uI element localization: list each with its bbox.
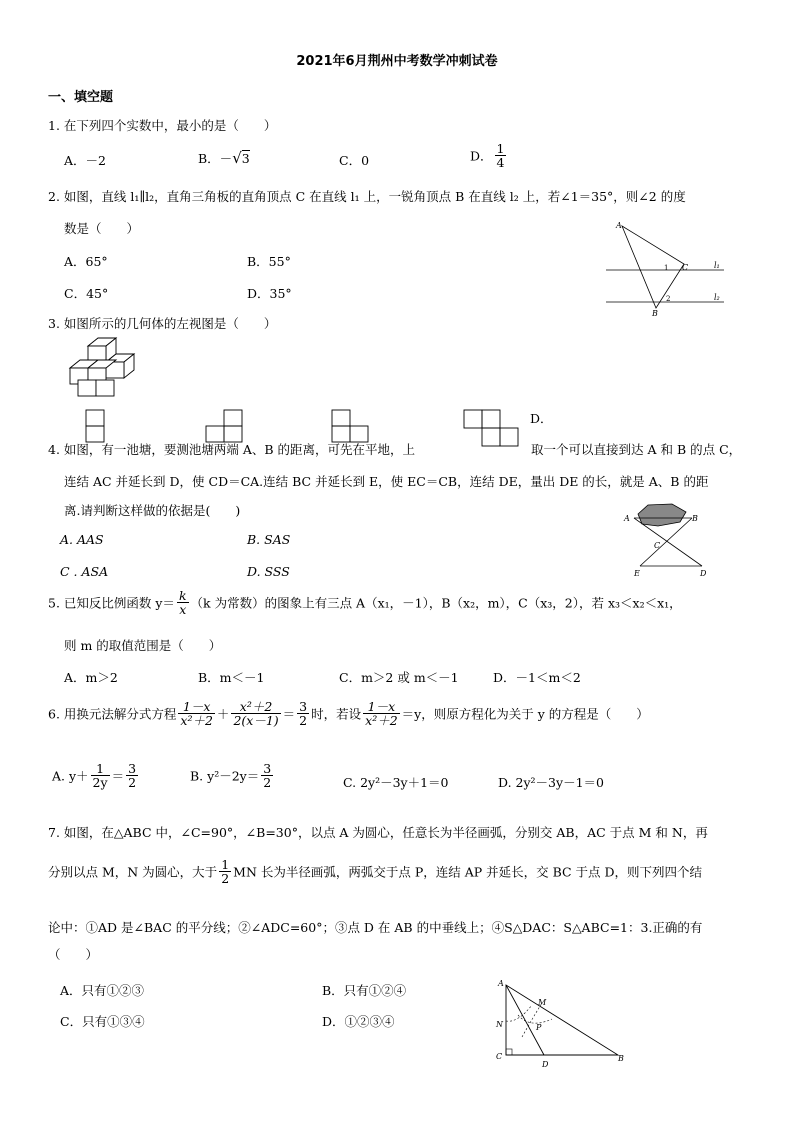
svg-text:N: N: [496, 1020, 503, 1029]
q7-figure: [488, 975, 628, 1071]
svg-text:l₁: l₁: [714, 261, 720, 270]
q7-option-a: A．只有①②③: [60, 983, 145, 998]
q3-solid-figure: [60, 336, 136, 398]
q7-option-c: C．只有①③④: [60, 1014, 145, 1029]
svg-text:l₂: l₂: [714, 293, 720, 302]
q6-option-b: B. y²－2y＝ $\frac{3}{2}$: [190, 761, 272, 791]
q2-option-c: C．45°: [64, 286, 109, 301]
q3-option-c-figure: [330, 408, 372, 444]
q5-option-b: B．m＜－1: [198, 670, 265, 685]
q7-line4: （ ）: [48, 947, 99, 962]
q7-option-b: B．只有①②④: [322, 983, 407, 998]
q4-figure: [620, 500, 720, 580]
q2-line2: 数是（ ）: [64, 221, 140, 236]
q2-option-a: A．65°: [64, 254, 108, 269]
q5-line1: 5. 已知反比例函数 y＝ $\frac{k}{x}$ （k 为常数）的图象上有三点 A（x₁，－1），B（x₂，m），C（x₃，2），若 x₃＜x₂＜x₁，: [48, 588, 682, 618]
q4-line2: 连结 AC 并延长到 D，使 CD＝CA.连结 BC 并延长到 E，使 EC＝CB，连结 DE，量出 DE 的长，就是 A、B 的距: [64, 474, 709, 489]
svg-text:A: A: [616, 221, 622, 230]
svg-text:D: D: [542, 1060, 549, 1069]
q1-option-c: C．0: [339, 153, 370, 168]
svg-text:P: P: [536, 1023, 542, 1032]
q3-option-a-figure: [84, 408, 108, 444]
svg-text:A: A: [498, 979, 504, 988]
q7-line2: 分别以点 M，N 为圆心，大于 $\frac{1}{2}$ MN 长为半径画弧，两弧交于点 P，连结 AP 并延长，交 BC 于点 D，则下列四个结: [48, 857, 703, 887]
svg-text:1: 1: [664, 264, 669, 272]
q5-option-a: A．m＞2: [64, 670, 118, 685]
q2-line1: 2. 如图，直线 l₁∥l₂，直角三角板的直角顶点 C 在直线 l₁ 上，一锐角顶点 B 在直线 l₂ 上，若∠1＝35°，则∠2 的度: [48, 189, 686, 204]
q4-option-a: A. AAS: [60, 532, 104, 547]
q7-line1: 7. 如图，在△ABC 中，∠C=90°，∠B=30°，以点 A 为圆心，任意长为半径画弧，分别交 AB，AC 于点 M 和 N，再: [48, 825, 708, 840]
q2-option-b: B．55°: [247, 254, 291, 269]
q2-option-d: D．35°: [247, 286, 292, 301]
q6-option-d: D. 2y²－3y－1＝0: [498, 775, 604, 790]
q5-option-d: D．－1＜m＜2: [493, 670, 581, 685]
svg-text:C: C: [682, 263, 689, 272]
svg-text:B: B: [692, 514, 698, 523]
q6-option-a: A. y＋ $\frac{1}{2y}$ ＝ $\frac{3}{2}$: [52, 761, 137, 791]
q4-line1-left: 4. 如图，有一池塘，要测池塘两端 A、B 的距离，可先在平地，上: [48, 442, 416, 457]
svg-text:B: B: [652, 309, 658, 318]
q5-option-c: C．m＞2 或 m＜－1: [339, 670, 459, 685]
section-heading: 一、填空题: [48, 90, 114, 105]
q1-option-d: D． $\frac{1}{4}$: [470, 141, 505, 171]
svg-text:C: C: [496, 1052, 503, 1061]
q6-option-c: C. 2y²－3y＋1＝0: [343, 775, 449, 790]
svg-text:A: A: [624, 514, 630, 523]
q3-option-b-figure: [204, 408, 246, 444]
q4-line1-right: 取一个可以直接到达 A 和 B 的点 C，: [531, 442, 742, 457]
q7-line3: 论中：①AD 是∠BAC 的平分线；②∠ADC=60°；③点 D 在 AB 的中垂线上；④S△DAC：S△ABC=1：3.正确的有: [48, 920, 703, 935]
page-title: 2021年6月荆州中考数学冲刺试卷: [296, 54, 498, 69]
q4-line3: 离.请判断这样做的依据是( ): [64, 503, 241, 518]
q4-option-b: B. SAS: [247, 532, 291, 547]
q4-option-d: D. SSS: [247, 564, 290, 579]
q1-stem: 1. 在下列四个实数中，最小的是（ ）: [48, 118, 277, 133]
q2-figure: [600, 218, 730, 318]
q3-option-d-label: D．: [530, 411, 553, 426]
svg-text:E: E: [634, 569, 640, 578]
q1-option-b: B．－√3: [198, 149, 250, 167]
svg-text:M: M: [538, 998, 547, 1007]
svg-text:2: 2: [666, 295, 671, 303]
svg-text:C: C: [654, 541, 661, 550]
svg-text:B: B: [618, 1054, 624, 1063]
q7-option-d: D．①②③④: [322, 1014, 395, 1029]
q5-line2: 则 m 的取值范围是（ ）: [64, 638, 222, 653]
svg-text:D: D: [700, 569, 707, 578]
q3-option-d-figure: [462, 406, 520, 454]
q1-option-a: A．－2: [64, 153, 106, 168]
q6-stem: 6. 用换元法解分式方程 $\frac{1-x}{\text{x²＋2}}$ ＋ $\frac{\text{x²＋2}}{2(x-1)}$ ＝ $\frac{3}{2}$ 时，若设 $\frac{1-x}{\text{x²＋2}}$ ＝y，则原方程化为关于 y 的方程是（ ）: [48, 699, 649, 729]
q3-stem: 3. 如图所示的几何体的左视图是（ ）: [48, 316, 277, 331]
q4-option-c: C . ASA: [60, 564, 109, 579]
